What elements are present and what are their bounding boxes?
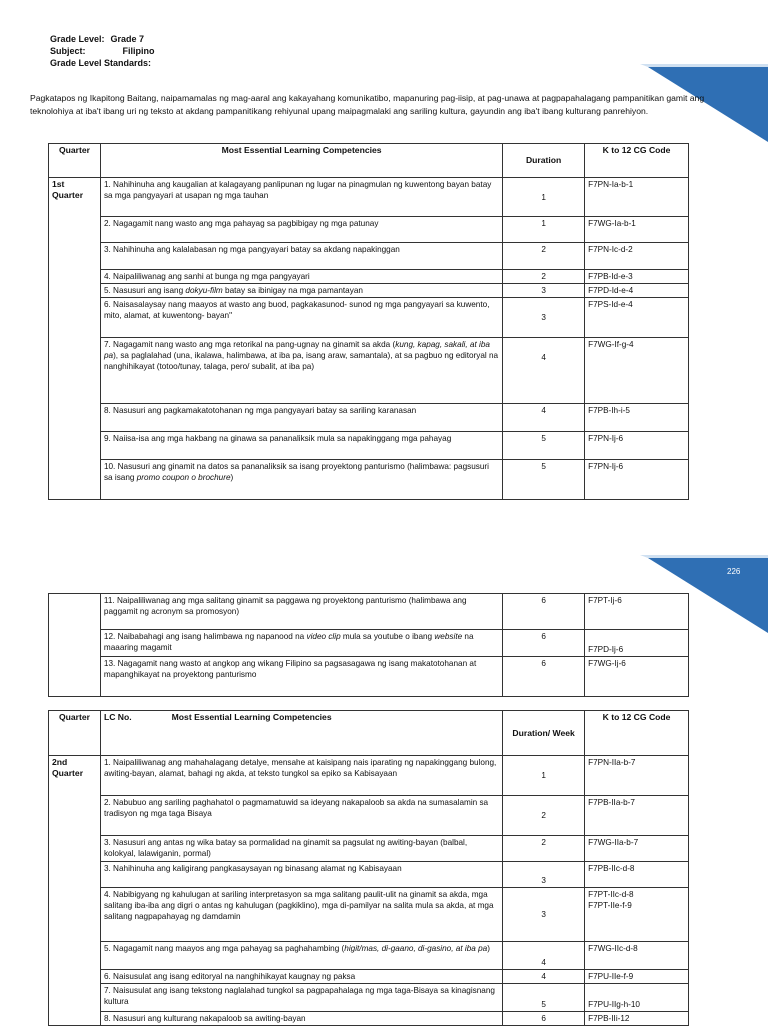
duration-cell: 1 xyxy=(503,217,585,243)
competency-text xyxy=(100,630,502,657)
competency-text: 2. Nagagamit nang wasto ang mga pahayag sa pagbibigay ng mga patunay xyxy=(100,217,502,243)
duration-cell: 6 xyxy=(503,657,585,697)
competency-text: 8. Nasusuri ang pagkamakatotohanan ng mga pangyayari batay sa sariling karanasan xyxy=(100,404,502,432)
competency-text: 6. Naisusulat ang isang editoryal na nanghihikayat kaugnay ng paksa xyxy=(100,970,502,984)
code-cell: F7PU-IIg-h-10 xyxy=(585,984,689,1012)
text-part: 10. Nasusuri ang ginamit na datos sa pananaliksik sa isang proyektong panturismo (halimbawa: pagsusuri sa isang xyxy=(103,462,489,482)
duration-cell: 5 xyxy=(503,984,585,1012)
code-cell: F7WG-IIa-b-7 xyxy=(585,836,689,862)
header-competencies: Most Essential Learning Competencies xyxy=(171,712,332,722)
text-part: ), sa paglalahad (una, ikalawa, halimbawa, at iba pa, isang araw, samantala), at sa pagbuo ng editoryal na nanghihikayat (totoo/tunay, talaga, pero/ subalit, at iba pa) xyxy=(103,351,499,371)
text-emphasis: higit/mas, di-gaano, di-gasino, at iba pa xyxy=(344,944,488,953)
competencies-table-q1 xyxy=(48,143,689,500)
duration-cell: 3 xyxy=(503,298,585,338)
text-part: ) xyxy=(487,944,490,953)
code-value: F7PT-IIe-f-9 xyxy=(588,901,632,910)
text-emphasis: kung, kapag, sakali, at iba pa xyxy=(103,340,490,360)
duration-cell: 4 xyxy=(503,338,585,404)
duration-cell: 4 xyxy=(503,970,585,984)
header-duration: Duration/ Week xyxy=(503,711,585,756)
duration-cell: 6 xyxy=(503,1012,585,1026)
duration-cell: 3 xyxy=(503,284,585,298)
competency-text: 8. Nasusuri ang kulturang nakapaloob sa awiting-bayan xyxy=(100,1012,502,1026)
code-cell xyxy=(585,888,689,942)
subject-label: Subject: xyxy=(50,46,86,56)
header-duration: Duration xyxy=(503,144,585,178)
quarter-cell xyxy=(49,756,101,1026)
duration-cell: 2 xyxy=(503,270,585,284)
duration-cell: 3 xyxy=(503,888,585,942)
competency-text: 3. Nasusuri ang antas ng wika batay sa pormalidad na ginamit sa pagsulat ng awiting-bayan (balbal, kolokyal, lalawiganin, pormal) xyxy=(100,836,502,862)
duration-cell: 5 xyxy=(503,432,585,460)
header-competencies: Most Essential Learning Competencies xyxy=(100,144,502,178)
duration-cell: 1 xyxy=(503,756,585,796)
duration-cell: 3 xyxy=(503,862,585,888)
competency-text: 4. Nabibigyang ng kahulugan at sariling interpretasyon sa mga salitang paulit-ulit na ginamit sa akda, mga salitang iba-iba ang digri o antas ng kahulugan (pagkiklino), mga di-pamilyar na salita mula sa akda, at mga salitang nagpapahayag ng damdamin xyxy=(100,888,502,942)
duration-cell: 2 xyxy=(503,243,585,270)
competency-text: 3. Nahihinuha ang kaligirang pangkasaysayan ng binasang alamat ng Kabisayaan xyxy=(100,862,502,888)
duration-cell: 2 xyxy=(503,796,585,836)
header-quarter: Quarter xyxy=(49,144,101,178)
page-number: 226 xyxy=(727,567,741,576)
duration-cell: 1 xyxy=(503,178,585,217)
duration-cell: 4 xyxy=(503,404,585,432)
competencies-table-q1-continued xyxy=(48,593,689,697)
competency-text: 1. Naipaliliwanag ang mahahalagang detalye, mensahe at kaisipang nais iparating ng napakinggang bulong, awiting-bayan, alamat, bahagi ng akda, at teksto tungkol sa epiko sa Kabisayaan xyxy=(100,756,502,796)
competency-text: 13. Nagagamit nang wasto at angkop ang wikang Filipino sa pagsasagawa ng isang makatotohanan at mapanghikayat na proyektong panturismo xyxy=(100,657,502,697)
header-code: K to 12 CG Code xyxy=(585,711,689,756)
competencies-table-q2 xyxy=(48,710,689,1026)
competency-text: 7. Naisusulat ang isang tekstong naglalahad tungkol sa pagpapahalaga ng mga taga-Bisaya sa kinagisnang kultura xyxy=(100,984,502,1012)
code-cell: F7WG-Ij-6 xyxy=(585,657,689,697)
duration-cell: 6 xyxy=(503,594,585,630)
duration-cell: 5 xyxy=(503,460,585,500)
code-cell: F7WG-If-g-4 xyxy=(585,338,689,404)
text-emphasis: video clip xyxy=(306,632,341,641)
quarter-label: 1st Quarter xyxy=(52,179,84,200)
code-cell: F7PB-IIa-b-7 xyxy=(585,796,689,836)
competency-text: 4. Naipaliliwanag ang sanhi at bunga ng mga pangyayari xyxy=(100,270,502,284)
header-quarter: Quarter xyxy=(49,711,101,756)
text-part: 5. Nagagamit nang maayos ang mga pahayag sa paghahambing ( xyxy=(103,944,345,953)
competency-text: 6. Naisasalaysay nang maayos at wasto ang buod, pagkakasunod- sunod ng mga pangyayari sa kuwento, mito, alamat, at kuwentong- bayan" xyxy=(100,298,502,338)
document-header xyxy=(50,33,155,69)
code-cell: F7PN-Ia-b-1 xyxy=(585,178,689,217)
code-cell: F7PB-Ih-i-5 xyxy=(585,404,689,432)
header-lc-and-competencies xyxy=(100,711,502,756)
grade-level-label: Grade Level: xyxy=(50,34,105,44)
quarter-cell xyxy=(49,178,101,500)
competency-text: 2. Nabubuo ang sariling paghahatol o pagmamatuwid sa ideyang nakapaloob sa akda na sumasalamin sa tradisyon ng mga taga Bisaya xyxy=(100,796,502,836)
competency-text: 1. Nahihinuha ang kaugalian at kalagayang panlipunan ng lugar na pinagmulan ng kuwentong bayan batay sa mga pangyayari at usapan ng mga tauhan xyxy=(100,178,502,217)
competency-text: 3. Nahihinuha ang kalalabasan ng mga pangyayari batay sa akdang napakinggan xyxy=(100,243,502,270)
code-cell: F7PD-Id-e-4 xyxy=(585,284,689,298)
code-cell: F7WG-Ia-b-1 xyxy=(585,217,689,243)
quarter-label: 2nd Quarter xyxy=(52,757,84,778)
code-cell: F7PB-IIc-d-8 xyxy=(585,862,689,888)
text-emphasis: promo coupon o brochure xyxy=(136,473,231,482)
subject-value: Filipino xyxy=(122,46,155,56)
code-cell: F7PS-Id-e-4 xyxy=(585,298,689,338)
competency-text xyxy=(100,942,502,970)
text-part: ) xyxy=(230,473,234,482)
duration-cell: 2 xyxy=(503,836,585,862)
duration-cell: 4 xyxy=(503,942,585,970)
grade-level-value: Grade 7 xyxy=(110,34,145,44)
code-cell: F7PN-IIa-b-7 xyxy=(585,756,689,796)
code-cell: F7PN-Ij-6 xyxy=(585,432,689,460)
code-cell: F7PN-Ic-d-2 xyxy=(585,243,689,270)
text-emphasis: website xyxy=(434,632,463,641)
code-cell: F7PN-Ij-6 xyxy=(585,460,689,500)
text-part: batay sa ibinigay na mga pamantayan xyxy=(222,286,363,295)
header-code: K to 12 CG Code xyxy=(585,144,689,178)
duration-cell: 6 xyxy=(503,630,585,657)
grade-level-standards-label: Grade Level Standards: xyxy=(50,58,152,68)
code-cell: F7PD-Ij-6 xyxy=(585,630,689,657)
code-cell: F7PU-IIe-f-9 xyxy=(585,970,689,984)
code-cell: F7PB-IIi-12 xyxy=(585,1012,689,1026)
text-emphasis: dokyu-film xyxy=(185,286,223,295)
competency-text xyxy=(100,338,502,404)
text-part: na maaaring magamit xyxy=(103,632,474,652)
grade-level-standards-text: Pagkatapos ng Ikapitong Baitang, naipamamalas ng mag-aaral ang kakayahang komunikatibo, mapanuring pag-iisip, at pag-unawa at pagpapahalagang pampanitikan gamit ang teknolohiya at iba't ibang uri ng teksto at akdang pampanitikang rehiyunal upang maipagmalaki ang sariling kultura, gayundin ang iba't ibang kulturang panrehiyon. xyxy=(30,93,705,116)
text-part: 7. Nagagamit nang wasto ang mga retorikal na pang-ugnay na ginamit sa akda ( xyxy=(103,340,396,349)
code-cell: F7PT-Ij-6 xyxy=(585,594,689,630)
quarter-cell xyxy=(49,594,101,697)
competency-text xyxy=(100,460,502,500)
code-value: F7PT-IIc-d-8 xyxy=(588,890,634,899)
code-cell: F7WG-IIc-d-8 xyxy=(585,942,689,970)
header-lc-no: LC No. xyxy=(103,712,132,722)
text-part: mula sa youtube o ibang xyxy=(340,632,435,641)
code-cell: F7PB-Id-e-3 xyxy=(585,270,689,284)
competency-text xyxy=(100,284,502,298)
text-part: 5. Nasusuri ang isang xyxy=(103,286,186,295)
competency-text: 11. Naipaliliwanag ang mga salitang ginamit sa paggawa ng proyektong panturismo (halimbawa ang paggamit ng acronym sa promosyon) xyxy=(100,594,502,630)
competency-text: 9. Naiisa-isa ang mga hakbang na ginawa sa pananaliksik mula sa napakinggang mga pahayag xyxy=(100,432,502,460)
text-part: 12. Naibabahagi ang isang halimbawa ng napanood na xyxy=(103,632,307,641)
